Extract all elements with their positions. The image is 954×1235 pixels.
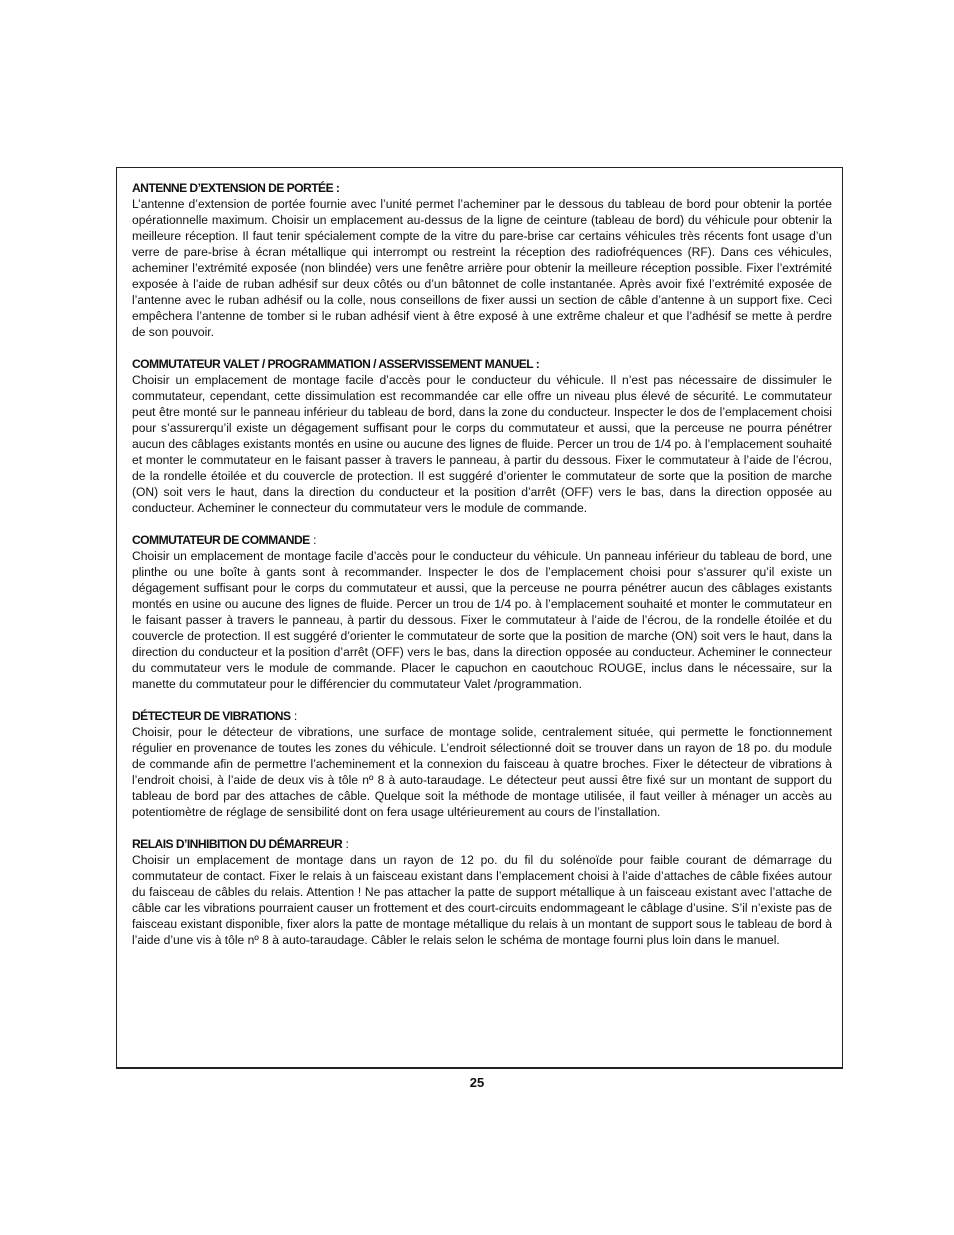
section-body: Choisir un emplacement de montage dans un rayon de 12 po. du fil du solénoïde pour faible courant de démarrage du commutateur de contact. Fixer le relais à un faisceau existant dans l’emplacement choisi à l’aide d’attaches de câble fixées autour du faisceau de câbles du relais. Attention ! Ne pas attacher la patte de support métallique à un faisceau existant avec l’attache de câble car les vibrations pourraient causer un frottement et des court-circuits endommageant le câblage d’usine. S’il n’existe pas de faisceau existant disponible, fixer alors la patte de montage métallique du relais à un montant de support sous le tableau de bord à l’aide d’une vis à tôle nº 8 à auto-taraudage. Câbler le relais selon le schéma de montage fourni plus loin dans le manuel. — [132, 853, 832, 947]
page-number: 25 — [469, 1075, 485, 1090]
section-title: DÉTECTEUR DE VIBRATIONS — [132, 709, 291, 723]
section-title-suffix: : — [342, 837, 349, 851]
section-title: COMMUTATEUR DE COMMANDE — [132, 533, 310, 547]
section-starter-relay — [132, 836, 832, 948]
section-valet-switch — [132, 356, 832, 516]
section-body: Choisir un emplacement de montage facile d’accès pour le conducteur du véhicule. Un panneau inférieur du tableau de bord, une plinthe ou une boîte à gants sont à recommander. Inspecter le dos de l’emplacement choisi pour s’assurer qu’il existe un dégagement suffisant pour le corps du commutateur et aussi, que la perceuse ne pourra pénétrer aucun des câblages existants montés en usine ou aucune des lignes de fluide. Percer un trou de 1/4 po. à l’emplacement souhaité et monter le commutateur en le faisant passer à travers le panneau, à partir du dessous. Fixer le commutateur à l’aide de l’écrou, de la rondelle étoilée et du couvercle de protection. Il est suggéré d’orienter le commutateur de sorte que la position de marche (ON) soit vers le haut, dans la direction du conducteur et la position d’arrêt (OFF) vers le bas, dans la direction opposée au conducteur. Acheminer le connecteur du commutateur vers le module de commande. Placer le capuchon en caoutchouc ROUGE, inclus dans le nécessaire, sur la manette du commutateur pour le différencier du commutateur Valet /programmation. — [132, 549, 832, 691]
content-body — [132, 180, 832, 964]
section-title: COMMUTATEUR VALET / PROGRAMMATION / ASSERVISSEMENT MANUEL : — [132, 357, 540, 371]
section-antenna — [132, 180, 832, 340]
section-title: RELAIS D’INHIBITION DU DÉMARREUR — [132, 837, 343, 851]
section-heading — [132, 532, 832, 548]
section-title-suffix: : — [290, 709, 298, 723]
section-body: L’antenne d’extension de portée fournie avec l’unité permet l’acheminer par le dessous du tableau de bord pour obtenir la portée opérationnelle maximum. Choisir un emplacement au-dessus de la ligne de ceinture (tableau de bord) du véhicule pour obtenir la meilleure réception. Il faut tenir spécialement compte de la vitre du pare-brise car certains véhicules très récents font usage d’un verre de pare-brise à écran métallique qui interrompt ou restreint la réception des radiofréquences (RF). Dans ces véhicules, acheminer l’extrémité exposée (non blindée) vers une fenêtre arrière pour obtenir la meilleure réception possible. Fixer l’extrémité exposée à l’aide de ruban adhésif sur deux côtés ou d’un bâtonnet de colle instantanée. Après avoir fixé l’extrémité exposée de l’antenne avec le ruban adhésif ou la colle, nous conseillons de fixer aussi un section de câble d’antenne à un support fixe. Ceci empêchera l’antenne de tomber si le ruban adhésif vient à être exposé à une extrême chaleur et que l’adhésif se mette à perdre de son pouvoir. — [132, 197, 832, 339]
section-heading — [132, 708, 832, 724]
content-frame — [116, 167, 843, 1069]
section-body: Choisir, pour le détecteur de vibrations, une surface de montage solide, centralement située, qui permette le fonctionnement régulier en provenance de toutes les zones du véhicule. L’endroit sélectionné doit se trouver dans un rayon de 18 po. du module de commande afin de permettre l’acheminement et la connexion du faisceau à quatre broches. Fixer le détecteur de vibrations à l’endroit choisi, à l’aide de deux vis à tôle nº 8 à auto-taraudage. Le détecteur peut aussi être fixé sur un montant de support du tableau de bord par des attaches de câble. Quelque soit la méthode de montage utilisée, il faut veiller à ménager un accès au potentiomètre de réglage de sensibilité dont on fera usage ultérieurement au cours de l’installation. — [132, 725, 832, 819]
section-control-switch — [132, 532, 832, 692]
section-heading — [132, 180, 832, 196]
section-title-suffix: : — [309, 533, 317, 547]
section-title: ANTENNE D’EXTENSION DE PORTÉE : — [132, 181, 340, 195]
section-heading — [132, 356, 832, 372]
section-vibration-detector — [132, 708, 832, 820]
section-heading — [132, 836, 832, 852]
section-body: Choisir un emplacement de montage facile d’accès pour le conducteur du véhicule. Il n’est pas nécessaire de dissimuler le commutateur, cependant, cette dissimulation est recommandée car elle offre un niveau plus élevé de sécurité. Le commutateur peut être monté sur le panneau inférieur du tableau de bord, dans la zone du conducteur. Inspecter le dos de l’emplacement choisi pour s’assurerqu’il existe un dégagement suffisant pour le corps du commutateur et aussi, que la perceuse ne pourra pénétrer aucun des câblages existants montés en usine ou aucune des lignes de fluide. Percer un trou de 1/4 po. à l’emplacement souhaité et monter le commutateur en le faisant passer à travers le panneau, à partir du dessous. Fixer le commutateur à l’aide de l’écrou, de la rondelle étoilée et du couvercle de protection. Il est suggéré d’orienter le commutateur de sorte que la position de marche (ON) soit vers le haut, dans la direction du conducteur et la position d’arrêt (OFF) vers le bas, dans la direction opposée au conducteur. Acheminer le connecteur du commutateur vers le module de commande. — [132, 373, 832, 515]
